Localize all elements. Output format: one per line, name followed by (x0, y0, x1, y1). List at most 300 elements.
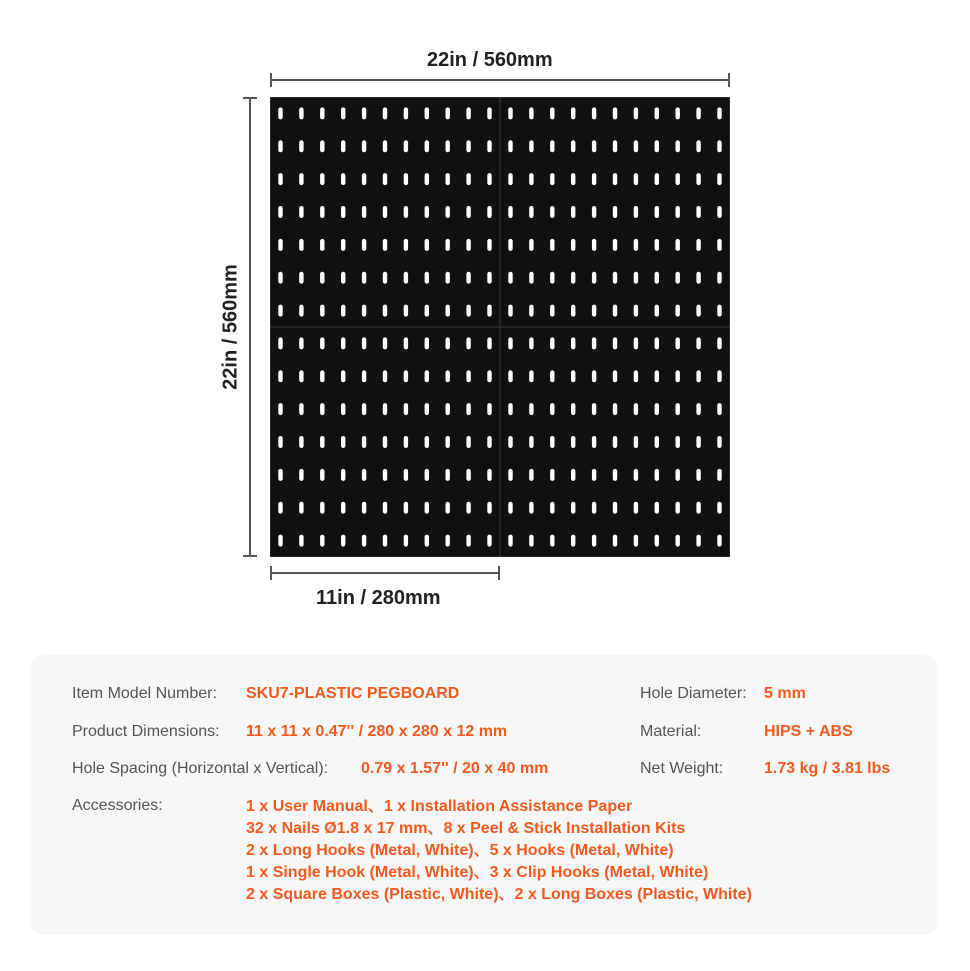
dimensions-value: 11 x 11 x 0.47'' / 280 x 280 x 12 mm (246, 723, 508, 740)
peg-hole (278, 140, 282, 152)
peg-hole (613, 337, 617, 349)
peg-hole (613, 107, 617, 119)
peg-hole (634, 140, 638, 152)
peg-hole (550, 140, 554, 152)
peg-hole (696, 502, 700, 514)
peg-hole (487, 337, 491, 349)
peg-hole (696, 535, 700, 547)
peg-hole (529, 403, 533, 415)
peg-hole (613, 436, 617, 448)
accessory-item: 1 x User Manual、1 x Installation Assistance Paper (246, 798, 633, 815)
peg-hole (278, 469, 282, 481)
peg-hole (634, 436, 638, 448)
peg-hole (466, 173, 470, 185)
peg-hole (466, 535, 470, 547)
peg-hole (592, 206, 596, 218)
bottom-width-label: 11in / 280mm (316, 587, 441, 609)
peg-hole (299, 502, 303, 514)
peg-hole (613, 239, 617, 251)
peg-hole (299, 206, 303, 218)
peg-hole (634, 239, 638, 251)
peg-hole (676, 107, 680, 119)
peg-hole (717, 337, 721, 349)
peg-hole (299, 107, 303, 119)
peg-hole (508, 436, 512, 448)
peg-hole (676, 502, 680, 514)
peg-hole (466, 370, 470, 382)
peg-hole (278, 535, 282, 547)
peg-hole (529, 206, 533, 218)
peg-hole (696, 173, 700, 185)
peg-hole (466, 272, 470, 284)
peg-hole (634, 305, 638, 317)
peg-hole (404, 107, 408, 119)
peg-hole (299, 305, 303, 317)
pegboard-image (270, 97, 730, 557)
peg-hole (717, 239, 721, 251)
peg-hole (592, 469, 596, 481)
peg-hole (592, 370, 596, 382)
peg-hole (278, 272, 282, 284)
peg-hole (613, 370, 617, 382)
peg-hole (655, 305, 659, 317)
peg-hole (571, 107, 575, 119)
peg-hole (634, 337, 638, 349)
peg-hole (383, 469, 387, 481)
peg-hole (508, 305, 512, 317)
peg-hole (466, 436, 470, 448)
peg-hole (717, 272, 721, 284)
peg-hole (508, 173, 512, 185)
peg-hole (341, 337, 345, 349)
peg-hole (299, 370, 303, 382)
peg-hole (592, 272, 596, 284)
peg-hole (466, 140, 470, 152)
peg-hole (696, 305, 700, 317)
peg-hole (634, 502, 638, 514)
left-dimension-tick-top (243, 97, 257, 99)
weight-value: 1.73 kg / 3.81 lbs (764, 760, 891, 777)
top-dimension-tick-left (270, 73, 272, 87)
peg-hole (717, 403, 721, 415)
peg-hole (341, 206, 345, 218)
peg-hole (550, 502, 554, 514)
peg-hole (299, 239, 303, 251)
peg-hole (320, 305, 324, 317)
peg-hole (446, 206, 450, 218)
peg-hole (571, 140, 575, 152)
peg-hole (592, 107, 596, 119)
model-value: SKU7-PLASTIC PEGBOARD (246, 685, 460, 702)
peg-hole (592, 140, 596, 152)
peg-hole (529, 140, 533, 152)
peg-hole (717, 107, 721, 119)
peg-hole (571, 502, 575, 514)
peg-hole (404, 239, 408, 251)
peg-hole (655, 239, 659, 251)
peg-hole (466, 469, 470, 481)
peg-hole (383, 436, 387, 448)
peg-hole (446, 173, 450, 185)
peg-hole (571, 206, 575, 218)
peg-hole (487, 206, 491, 218)
peg-hole (466, 403, 470, 415)
peg-hole (676, 305, 680, 317)
peg-hole (613, 272, 617, 284)
peg-hole (592, 239, 596, 251)
peg-hole (383, 370, 387, 382)
peg-hole (571, 305, 575, 317)
peg-hole (696, 107, 700, 119)
peg-hole (571, 403, 575, 415)
peg-hole (696, 436, 700, 448)
peg-hole (466, 502, 470, 514)
peg-hole (320, 469, 324, 481)
top-dimension-tick-right (728, 73, 730, 87)
peg-hole (550, 305, 554, 317)
peg-hole (278, 436, 282, 448)
peg-hole (634, 370, 638, 382)
peg-hole (550, 535, 554, 547)
peg-hole (278, 107, 282, 119)
peg-hole (446, 535, 450, 547)
peg-hole (487, 107, 491, 119)
peg-hole (425, 337, 429, 349)
peg-hole (613, 469, 617, 481)
peg-hole (383, 206, 387, 218)
peg-hole (508, 239, 512, 251)
peg-hole (592, 173, 596, 185)
peg-hole (362, 337, 366, 349)
peg-hole (278, 403, 282, 415)
peg-hole (592, 502, 596, 514)
peg-hole (341, 305, 345, 317)
peg-hole (341, 469, 345, 481)
peg-hole (676, 436, 680, 448)
peg-hole (299, 272, 303, 284)
peg-hole (404, 370, 408, 382)
peg-hole (717, 535, 721, 547)
peg-hole (592, 436, 596, 448)
peg-hole (320, 502, 324, 514)
peg-hole (676, 272, 680, 284)
peg-hole (529, 239, 533, 251)
peg-hole (696, 140, 700, 152)
peg-hole (299, 436, 303, 448)
accessory-item: 1 x Single Hook (Metal, White)、3 x Clip Hooks (Metal, White) (246, 864, 709, 881)
peg-hole (655, 502, 659, 514)
peg-hole (341, 502, 345, 514)
peg-hole (487, 239, 491, 251)
peg-hole (425, 403, 429, 415)
peg-hole (550, 206, 554, 218)
peg-hole (676, 370, 680, 382)
peg-hole (362, 535, 366, 547)
peg-hole (634, 535, 638, 547)
peg-hole (571, 370, 575, 382)
peg-hole (446, 272, 450, 284)
peg-hole (508, 403, 512, 415)
peg-hole (487, 272, 491, 284)
peg-hole (299, 469, 303, 481)
peg-hole (655, 206, 659, 218)
peg-hole (571, 469, 575, 481)
peg-hole (550, 403, 554, 415)
peg-hole (446, 469, 450, 481)
peg-hole (362, 502, 366, 514)
peg-hole (425, 239, 429, 251)
peg-hole (425, 140, 429, 152)
peg-hole (613, 173, 617, 185)
peg-hole (425, 173, 429, 185)
peg-hole (383, 535, 387, 547)
peg-hole (592, 337, 596, 349)
peg-hole (320, 206, 324, 218)
peg-hole (508, 469, 512, 481)
peg-hole (529, 370, 533, 382)
peg-hole (550, 272, 554, 284)
peg-hole (487, 305, 491, 317)
peg-hole (446, 239, 450, 251)
left-dimension-line (249, 97, 251, 557)
peg-hole (446, 337, 450, 349)
peg-hole (383, 107, 387, 119)
peg-hole (446, 403, 450, 415)
peg-hole (613, 535, 617, 547)
peg-hole (508, 272, 512, 284)
peg-hole (508, 502, 512, 514)
peg-hole (299, 535, 303, 547)
peg-hole (299, 337, 303, 349)
peg-hole (634, 272, 638, 284)
peg-hole (320, 370, 324, 382)
peg-hole (655, 173, 659, 185)
peg-hole (425, 469, 429, 481)
peg-hole (362, 107, 366, 119)
peg-hole (362, 403, 366, 415)
accessory-item: 32 x Nails Ø1.8 x 17 mm、8 x Peel & Stick Installation Kits (246, 820, 686, 837)
peg-hole (362, 436, 366, 448)
peg-hole (425, 535, 429, 547)
peg-hole (425, 272, 429, 284)
peg-hole (571, 272, 575, 284)
peg-hole (466, 305, 470, 317)
peg-hole (613, 403, 617, 415)
peg-hole (508, 206, 512, 218)
peg-hole (362, 239, 366, 251)
peg-hole (696, 370, 700, 382)
bottom-dimension-tick-right (498, 566, 500, 580)
peg-hole (425, 370, 429, 382)
peg-hole (446, 370, 450, 382)
peg-hole (717, 436, 721, 448)
peg-hole (508, 370, 512, 382)
peg-hole (341, 403, 345, 415)
peg-hole (362, 305, 366, 317)
peg-hole (592, 305, 596, 317)
peg-hole (655, 272, 659, 284)
peg-hole (508, 140, 512, 152)
peg-hole (676, 469, 680, 481)
peg-hole (320, 173, 324, 185)
dimensions-label: Product Dimensions: (72, 723, 220, 740)
peg-hole (278, 502, 282, 514)
peg-hole (508, 107, 512, 119)
peg-hole (676, 403, 680, 415)
peg-hole (717, 140, 721, 152)
peg-hole (278, 206, 282, 218)
peg-hole (717, 173, 721, 185)
peg-hole (550, 337, 554, 349)
peg-hole (383, 140, 387, 152)
peg-hole (592, 403, 596, 415)
peg-hole (320, 140, 324, 152)
peg-hole (466, 206, 470, 218)
peg-hole (320, 239, 324, 251)
peg-hole (278, 173, 282, 185)
bottom-dimension-tick-left (270, 566, 272, 580)
peg-hole (613, 502, 617, 514)
peg-hole (696, 239, 700, 251)
spacing-value: 0.79 x 1.57'' / 20 x 40 mm (361, 760, 549, 777)
accessory-item: 2 x Long Hooks (Metal, White)、5 x Hooks (Metal, White) (246, 842, 674, 859)
peg-hole (425, 107, 429, 119)
peg-hole (655, 403, 659, 415)
peg-hole (634, 206, 638, 218)
peg-hole (487, 502, 491, 514)
peg-hole (383, 305, 387, 317)
peg-hole (383, 272, 387, 284)
peg-hole (404, 403, 408, 415)
top-width-label: 22in / 560mm (427, 49, 553, 71)
peg-hole (487, 469, 491, 481)
peg-hole (425, 502, 429, 514)
peg-hole (676, 140, 680, 152)
peg-hole (362, 140, 366, 152)
peg-hole (278, 239, 282, 251)
peg-hole (299, 140, 303, 152)
peg-hole (341, 107, 345, 119)
peg-hole (446, 305, 450, 317)
top-dimension-line (270, 79, 730, 81)
peg-hole (320, 436, 324, 448)
peg-hole (341, 272, 345, 284)
peg-hole (655, 469, 659, 481)
material-label: Material: (640, 723, 702, 740)
peg-hole (634, 173, 638, 185)
peg-hole (487, 403, 491, 415)
peg-hole (425, 305, 429, 317)
peg-hole (655, 140, 659, 152)
peg-hole (571, 337, 575, 349)
peg-hole (676, 239, 680, 251)
peg-hole (320, 403, 324, 415)
peg-hole (655, 337, 659, 349)
peg-hole (341, 535, 345, 547)
peg-hole (362, 469, 366, 481)
peg-hole (466, 337, 470, 349)
peg-hole (404, 272, 408, 284)
peg-hole (425, 206, 429, 218)
accessories-label: Accessories: (72, 797, 163, 814)
peg-hole (571, 173, 575, 185)
peg-hole (676, 206, 680, 218)
peg-hole (655, 535, 659, 547)
accessories-list (246, 796, 752, 906)
peg-hole (320, 107, 324, 119)
peg-hole (529, 436, 533, 448)
peg-hole (341, 436, 345, 448)
peg-hole (362, 206, 366, 218)
peg-hole (571, 436, 575, 448)
peg-hole (696, 469, 700, 481)
peg-hole (383, 403, 387, 415)
peg-hole (278, 370, 282, 382)
peg-hole (529, 173, 533, 185)
peg-hole (634, 403, 638, 415)
weight-label: Net Weight: (640, 760, 724, 777)
peg-hole (613, 206, 617, 218)
peg-hole (383, 502, 387, 514)
peg-hole (487, 370, 491, 382)
peg-hole (717, 305, 721, 317)
peg-hole (550, 173, 554, 185)
peg-hole (655, 107, 659, 119)
hole-diameter-value: 5 mm (764, 685, 806, 702)
peg-hole (404, 206, 408, 218)
peg-hole (278, 337, 282, 349)
peg-hole (655, 436, 659, 448)
peg-hole (404, 469, 408, 481)
peg-hole (571, 239, 575, 251)
peg-hole (487, 436, 491, 448)
peg-hole (676, 337, 680, 349)
peg-hole (446, 140, 450, 152)
peg-hole (529, 305, 533, 317)
peg-hole (717, 370, 721, 382)
peg-hole (550, 239, 554, 251)
peg-hole (383, 337, 387, 349)
peg-hole (320, 535, 324, 547)
bottom-dimension-line (270, 572, 500, 574)
peg-hole (529, 535, 533, 547)
peg-hole (383, 173, 387, 185)
material-value: HIPS + ABS (764, 723, 853, 740)
peg-hole (299, 403, 303, 415)
peg-hole (487, 140, 491, 152)
peg-hole (676, 173, 680, 185)
peg-hole (487, 173, 491, 185)
peg-hole (425, 436, 429, 448)
peg-hole (550, 370, 554, 382)
left-dimension-tick-bottom (243, 555, 257, 557)
peg-hole (613, 140, 617, 152)
peg-hole (529, 502, 533, 514)
peg-hole (404, 305, 408, 317)
peg-hole (404, 337, 408, 349)
peg-hole (466, 107, 470, 119)
peg-hole (717, 502, 721, 514)
peg-hole (362, 272, 366, 284)
peg-hole (320, 337, 324, 349)
peg-hole (404, 140, 408, 152)
accessory-item: 2 x Square Boxes (Plastic, White)、2 x Long Boxes (Plastic, White) (246, 886, 752, 903)
peg-hole (696, 403, 700, 415)
peg-hole (508, 535, 512, 547)
peg-hole (341, 239, 345, 251)
peg-hole (717, 206, 721, 218)
peg-hole (466, 239, 470, 251)
